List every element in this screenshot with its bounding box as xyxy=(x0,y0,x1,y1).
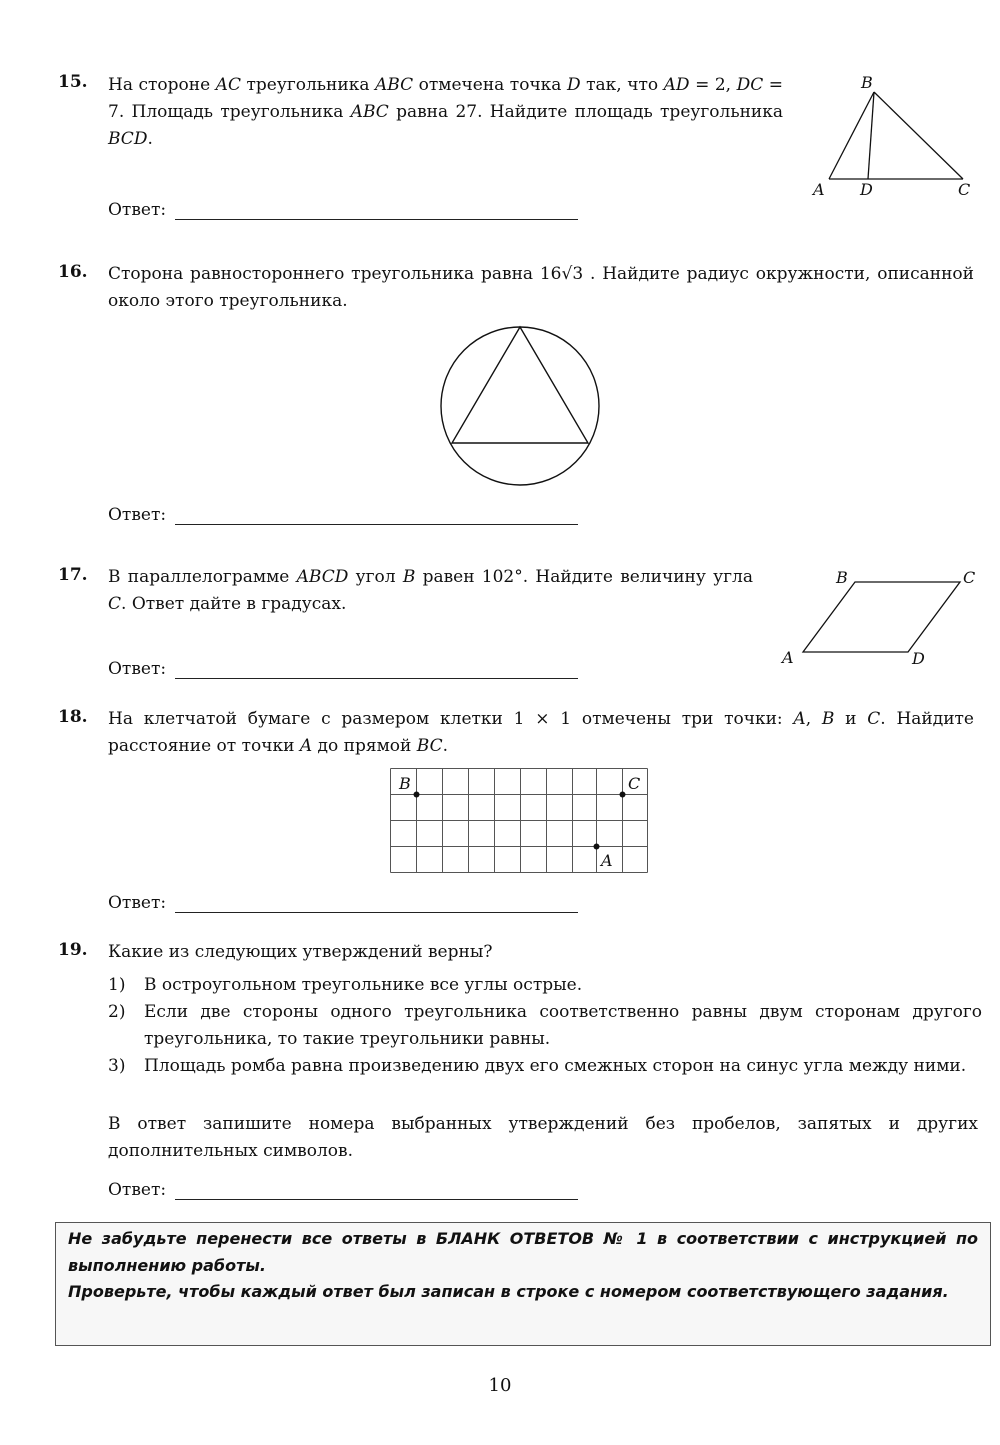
task-17-parallelogram-figure xyxy=(775,565,990,670)
item-number: 2) xyxy=(108,1002,126,1022)
item-number: 3) xyxy=(108,1056,126,1076)
side-bc xyxy=(874,92,963,179)
task-18-answer-label: Ответ: xyxy=(108,893,167,913)
task-15-answer-label: Ответ: xyxy=(108,200,167,220)
label-c: C xyxy=(963,568,976,587)
task-17-answer-field[interactable] xyxy=(175,659,578,679)
side-ab xyxy=(829,92,874,179)
task-17-answer-label: Ответ: xyxy=(108,659,167,679)
task-17-number: 17. xyxy=(58,565,88,585)
label-c: C xyxy=(958,180,971,199)
point-b xyxy=(414,792,420,798)
task-15-text: На стороне AC треугольника ABC отмечена точка D так, что AD = 2, DC = 7. Площадь треугольника ABC равна 27. Найдите площадь треугольника BCD. xyxy=(108,75,783,149)
parallelogram-abcd xyxy=(803,582,960,652)
item-text: В остроугольном треугольнике все углы острые. xyxy=(144,975,583,995)
task-16-answer-field[interactable] xyxy=(175,505,578,525)
task-18-text: На клетчатой бумаге с размером клетки 1 × 1 отмечены три точки: A, B и C. Найдите расстояние от точки A до прямой BC. xyxy=(108,709,974,756)
task-17-text: В параллелограмме ABCD угол B равен 102°. Найдите величину угла C. Ответ дайте в градусах. xyxy=(108,567,753,614)
task-15-number: 15. xyxy=(58,72,88,92)
task-18-answer-field[interactable] xyxy=(175,893,578,913)
notice-line-2: Проверьте, чтобы каждый ответ был записан в строке с номером соответствующего задания. xyxy=(68,1282,949,1301)
reminder-notice-box xyxy=(55,1222,991,1346)
task-15-answer-field[interactable] xyxy=(175,200,578,220)
task-16-text: Сторона равностороннего треугольника равна 16√3 . Найдите радиус окружности, описанной около этого треугольника. xyxy=(108,264,974,311)
item-text: Если две стороны одного треугольника соответственно равны двум сторонам другого треугольника, то такие треугольники равны. xyxy=(144,1002,982,1049)
task-19-question: Какие из следующих утверждений верны? xyxy=(108,942,493,962)
task-16-circle-figure xyxy=(438,320,604,490)
task-16-number: 16. xyxy=(58,262,88,282)
point-c xyxy=(620,792,626,798)
label-a: A xyxy=(601,851,613,870)
equilateral-triangle xyxy=(452,327,588,443)
task-18-grid-figure xyxy=(390,768,650,876)
task-19-instruction: В ответ запишите номера выбранных утверждений без пробелов, запятых и других дополнительных символов. xyxy=(108,1114,978,1161)
label-b: B xyxy=(399,774,411,793)
label-a: A xyxy=(782,648,794,667)
segment-bd xyxy=(868,92,874,179)
task-19-answer-field[interactable] xyxy=(175,1180,578,1200)
label-b: B xyxy=(861,73,873,92)
task-19-number: 19. xyxy=(58,940,88,960)
circumscribed-circle xyxy=(441,327,599,485)
task-19-answer-label: Ответ: xyxy=(108,1180,167,1200)
task-15-triangle-figure xyxy=(805,70,985,202)
label-a: A xyxy=(813,180,825,199)
page-number: 10 xyxy=(488,1375,512,1396)
point-a xyxy=(594,844,600,850)
label-d: D xyxy=(912,649,925,668)
item-text: Площадь ромба равна произведению двух его смежных сторон на синус угла между ними. xyxy=(144,1056,967,1076)
task-16-answer-label: Ответ: xyxy=(108,505,167,525)
label-d: D xyxy=(860,180,873,199)
task-18-number: 18. xyxy=(58,707,88,727)
notice-line-1: Не забудьте перенести все ответы в БЛАНК ОТВЕТОВ № 1 в соответствии с инструкцией по выполнению работы. xyxy=(68,1229,978,1275)
label-c: C xyxy=(628,774,641,793)
item-number: 1) xyxy=(108,975,126,995)
label-b: B xyxy=(836,568,848,587)
